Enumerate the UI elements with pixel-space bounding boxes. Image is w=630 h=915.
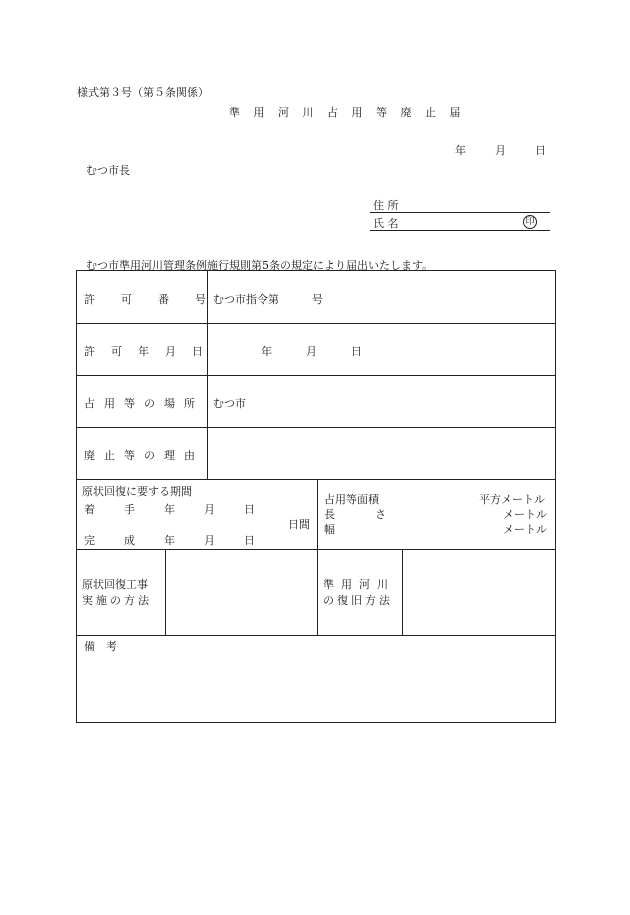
seal-mark: 印 <box>523 215 537 229</box>
date-year-label: 年 <box>455 144 466 157</box>
river-restore-label: 準用河川 の復旧方法 <box>323 578 395 607</box>
name-field[interactable] <box>370 214 550 231</box>
permit-date-label: 許可年月日 <box>84 345 219 358</box>
date-month-label: 月 <box>495 144 506 157</box>
permit-date-value[interactable]: 年 月 日 <box>261 345 366 358</box>
width-label: 幅 <box>324 523 335 536</box>
location-label: 占用等の場所 <box>84 397 204 410</box>
addressee: むつ市長 <box>86 164 130 177</box>
form-number-label: 様式第３号（第５条関係） <box>77 86 209 99</box>
restore-method-label: 原状回復工事 実施の方法 <box>82 578 152 607</box>
area-unit: 平方メートル <box>479 493 545 506</box>
intro-statement: むつ市準用河川管理条例施行規則第5条の規定により届出いたします。 <box>86 259 434 272</box>
address-label: 住 所 <box>373 199 399 212</box>
reason-value[interactable] <box>213 431 553 475</box>
date-day-label: 日 <box>535 144 546 157</box>
restore-period-title: 原状回復に要する期間 <box>82 485 192 498</box>
end-date-label: 完成年月日 <box>84 534 284 547</box>
restore-method-value[interactable] <box>171 553 316 631</box>
address-field[interactable] <box>370 196 550 213</box>
permit-number-label: 許可番号 <box>84 293 232 306</box>
area-label: 占用等面積 <box>324 493 379 506</box>
reason-label: 廃止等の理由 <box>84 449 204 462</box>
form-table <box>76 270 556 723</box>
width-unit: メートル <box>503 523 547 536</box>
permit-number-value[interactable]: むつ市指令第 号 <box>213 293 323 306</box>
length-label: 長さ <box>324 508 426 521</box>
days-label: 日間 <box>288 518 310 531</box>
length-unit: メートル <box>503 508 547 521</box>
remarks-value[interactable] <box>84 653 550 719</box>
submission-date <box>455 142 546 158</box>
name-label: 氏 名 <box>373 217 399 230</box>
river-restore-value[interactable] <box>408 553 553 631</box>
remarks-label: 備 考 <box>84 640 117 653</box>
start-date-label: 着手年月日 <box>84 503 284 516</box>
document-title: 準 用 河 川 占 用 等 廃 止 届 <box>229 106 466 119</box>
location-value[interactable]: むつ市 <box>213 397 246 410</box>
